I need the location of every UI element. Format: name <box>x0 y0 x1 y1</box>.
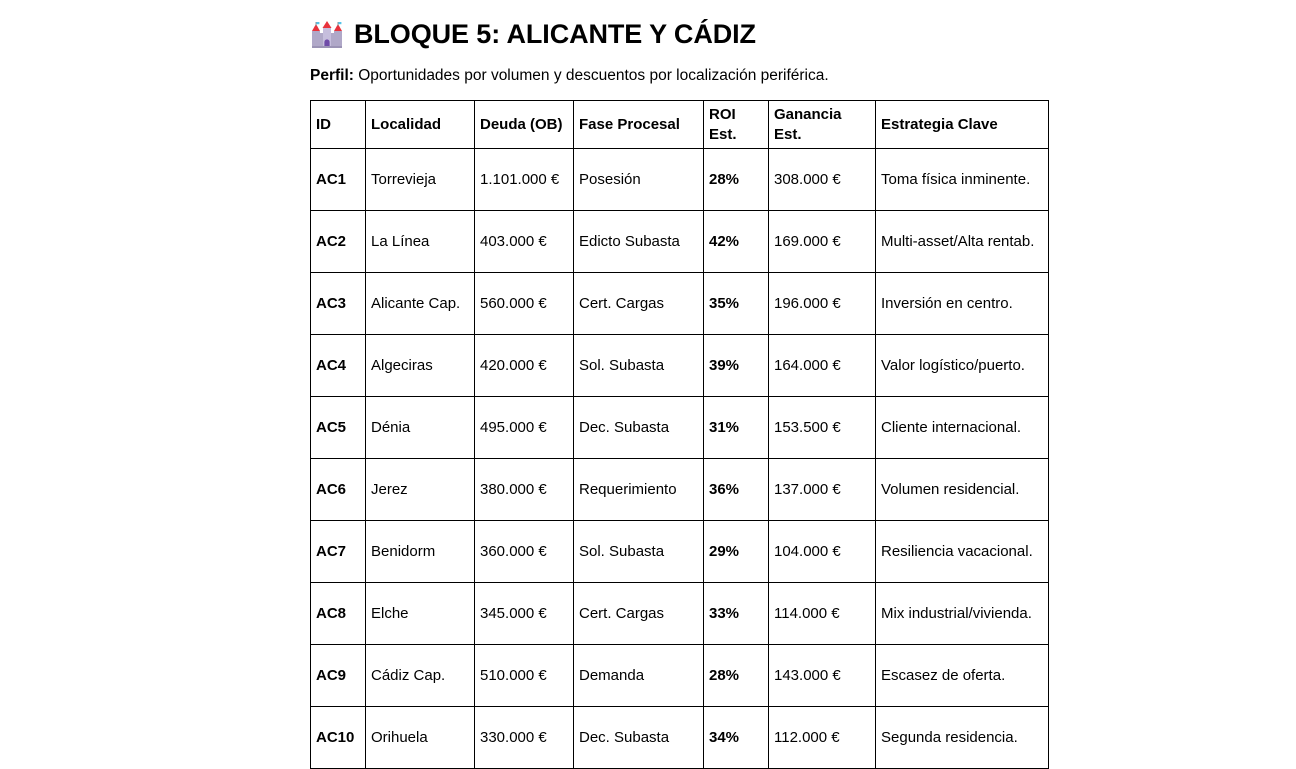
cell-localidad: Cádiz Cap. <box>366 645 475 707</box>
cell-ganancia: 196.000 € <box>769 273 876 335</box>
cell-ganancia: 153.500 € <box>769 397 876 459</box>
cell-deuda: 360.000 € <box>475 521 574 583</box>
page-title <box>310 16 1070 54</box>
cell-localidad: Algeciras <box>366 335 475 397</box>
cell-roi: 28% <box>704 645 769 707</box>
cell-id: AC7 <box>311 521 366 583</box>
cell-deuda: 510.000 € <box>475 645 574 707</box>
cell-fase: Dec. Subasta <box>574 707 704 769</box>
table-row <box>311 273 1049 335</box>
cell-ganancia: 104.000 € <box>769 521 876 583</box>
cell-fase: Posesión <box>574 149 704 211</box>
cell-id: AC8 <box>311 583 366 645</box>
cell-ganancia: 169.000 € <box>769 211 876 273</box>
opportunities-table <box>310 100 1049 769</box>
cell-deuda: 330.000 € <box>475 707 574 769</box>
cell-roi: 39% <box>704 335 769 397</box>
cell-estrategia: Inversión en centro. <box>876 273 1049 335</box>
column-header-id: ID <box>311 101 366 149</box>
castle-icon <box>310 20 344 50</box>
cell-ganancia: 112.000 € <box>769 707 876 769</box>
profile-subtitle <box>310 66 1070 86</box>
cell-roi: 34% <box>704 707 769 769</box>
cell-ganancia: 164.000 € <box>769 335 876 397</box>
cell-deuda: 403.000 € <box>475 211 574 273</box>
document-content <box>310 0 1070 769</box>
cell-fase: Sol. Subasta <box>574 521 704 583</box>
cell-id: AC3 <box>311 273 366 335</box>
cell-id: AC1 <box>311 149 366 211</box>
cell-fase: Demanda <box>574 645 704 707</box>
table-row <box>311 707 1049 769</box>
table-row <box>311 459 1049 521</box>
table-header-row <box>311 101 1049 149</box>
profile-label: Perfil: <box>310 67 354 84</box>
table-body <box>311 149 1049 769</box>
cell-roi: 42% <box>704 211 769 273</box>
cell-localidad: Elche <box>366 583 475 645</box>
cell-estrategia: Cliente internacional. <box>876 397 1049 459</box>
cell-estrategia: Escasez de oferta. <box>876 645 1049 707</box>
cell-fase: Requerimiento <box>574 459 704 521</box>
cell-id: AC10 <box>311 707 366 769</box>
cell-localidad: Benidorm <box>366 521 475 583</box>
table-row <box>311 211 1049 273</box>
cell-ganancia: 137.000 € <box>769 459 876 521</box>
profile-description: Oportunidades por volumen y descuentos por localización periférica. <box>353 67 829 84</box>
cell-fase: Cert. Cargas <box>574 273 704 335</box>
table-row <box>311 521 1049 583</box>
cell-id: AC9 <box>311 645 366 707</box>
table-row <box>311 583 1049 645</box>
cell-deuda: 380.000 € <box>475 459 574 521</box>
cell-roi: 36% <box>704 459 769 521</box>
cell-roi: 31% <box>704 397 769 459</box>
cell-estrategia: Toma física inminente. <box>876 149 1049 211</box>
cell-localidad: Jerez <box>366 459 475 521</box>
cell-deuda: 345.000 € <box>475 583 574 645</box>
cell-roi: 35% <box>704 273 769 335</box>
cell-fase: Cert. Cargas <box>574 583 704 645</box>
cell-localidad: Dénia <box>366 397 475 459</box>
cell-id: AC4 <box>311 335 366 397</box>
cell-estrategia: Segunda residencia. <box>876 707 1049 769</box>
cell-localidad: Torrevieja <box>366 149 475 211</box>
column-header-localidad: Localidad <box>366 101 475 149</box>
cell-id: AC5 <box>311 397 366 459</box>
table-header <box>311 101 1049 149</box>
cell-deuda: 1.101.000 € <box>475 149 574 211</box>
cell-roi: 28% <box>704 149 769 211</box>
cell-estrategia: Volumen residencial. <box>876 459 1049 521</box>
table-row <box>311 149 1049 211</box>
cell-deuda: 420.000 € <box>475 335 574 397</box>
table-row <box>311 335 1049 397</box>
cell-ganancia: 143.000 € <box>769 645 876 707</box>
cell-deuda: 560.000 € <box>475 273 574 335</box>
cell-localidad: Alicante Cap. <box>366 273 475 335</box>
column-header-roi: ROI Est. <box>704 101 769 149</box>
column-header-fase-procesal: Fase Procesal <box>574 101 704 149</box>
column-header-ganancia: Ganancia Est. <box>769 101 876 149</box>
table-row <box>311 397 1049 459</box>
cell-localidad: Orihuela <box>366 707 475 769</box>
cell-fase: Sol. Subasta <box>574 335 704 397</box>
cell-roi: 33% <box>704 583 769 645</box>
cell-localidad: La Línea <box>366 211 475 273</box>
cell-estrategia: Multi-asset/Alta rentab. <box>876 211 1049 273</box>
cell-estrategia: Mix industrial/vivienda. <box>876 583 1049 645</box>
page-title-text: BLOQUE 5: ALICANTE Y CÁDIZ <box>354 19 756 50</box>
column-header-estrategia: Estrategia Clave <box>876 101 1049 149</box>
cell-id: AC2 <box>311 211 366 273</box>
cell-id: AC6 <box>311 459 366 521</box>
cell-estrategia: Valor logístico/puerto. <box>876 335 1049 397</box>
cell-fase: Dec. Subasta <box>574 397 704 459</box>
cell-ganancia: 308.000 € <box>769 149 876 211</box>
cell-estrategia: Resiliencia vacacional. <box>876 521 1049 583</box>
table-row <box>311 645 1049 707</box>
cell-roi: 29% <box>704 521 769 583</box>
cell-fase: Edicto Subasta <box>574 211 704 273</box>
cell-ganancia: 114.000 € <box>769 583 876 645</box>
cell-deuda: 495.000 € <box>475 397 574 459</box>
column-header-deuda: Deuda (OB) <box>475 101 574 149</box>
